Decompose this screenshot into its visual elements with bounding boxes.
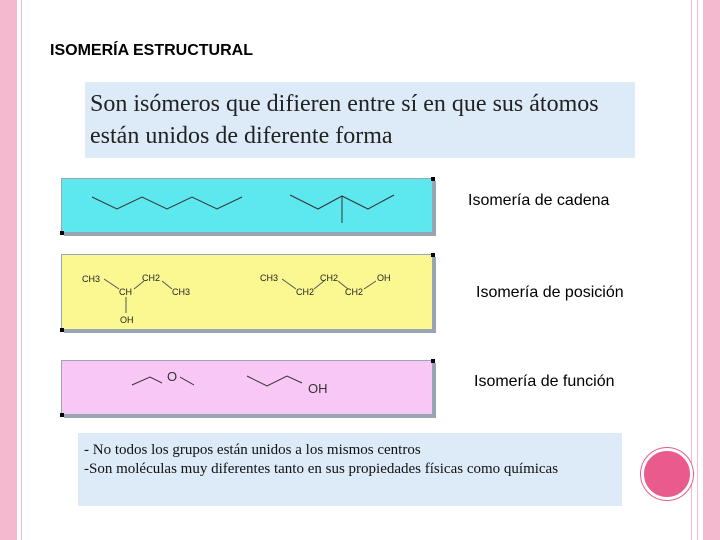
- definition-text: Son isómeros que difieren entre sí en que sus átomos están unidos de diferente forma: [90, 91, 599, 149]
- note-line: -Son moléculas muy diferentes tanto en sus propiedades físicas como químicas: [84, 461, 559, 477]
- right-border-line-outer: [691, 0, 692, 540]
- ether-skeleton-right: [180, 377, 194, 385]
- right-border-line-inner: [697, 0, 698, 540]
- right-ch2-group-a: CH2: [296, 287, 315, 297]
- function-isomerism-panel: [61, 360, 433, 415]
- left-oh-group: OH: [120, 315, 134, 325]
- right-ch2-group-b: CH2: [320, 273, 339, 283]
- right-ch2-group-c: CH2: [345, 287, 364, 297]
- panel-corner-mark: [60, 231, 64, 235]
- ether-skeleton-left: [132, 377, 162, 385]
- left-ch-group: CH: [119, 287, 132, 297]
- position-isomerism-panel: [61, 254, 433, 330]
- chain-isomerism-label: Isomería de cadena: [468, 192, 610, 209]
- left-decorative-border: [0, 0, 17, 540]
- slide-title: ISOMERÍA ESTRUCTURAL: [50, 42, 253, 59]
- chain-isomerism-panel: [61, 178, 433, 233]
- alcohol-hydroxyl: OH: [308, 381, 328, 396]
- position-isomerism-label: Isomería de posición: [476, 284, 624, 301]
- chain-isomers-diagram: [62, 179, 432, 232]
- left-border-line: [21, 0, 22, 540]
- panel-corner-mark: [431, 359, 435, 363]
- alcohol-skeleton: [247, 376, 302, 386]
- linear-chain-skeleton: [92, 197, 242, 209]
- right-decorative-border: [703, 0, 720, 540]
- function-isomers-diagram: [62, 361, 432, 414]
- panel-corner-mark: [431, 177, 435, 181]
- position-isomers-diagram: [62, 255, 432, 329]
- notes-box: [78, 433, 622, 506]
- note-line: - No todos los grupos están unidos a los mismos centros: [84, 442, 421, 458]
- right-ch3-group: CH3: [260, 273, 279, 283]
- definition-box: [85, 82, 635, 158]
- left-ch3-group: CH3: [82, 274, 101, 284]
- function-isomerism-label: Isomería de función: [474, 373, 615, 390]
- decorative-circle: [641, 448, 693, 500]
- panel-corner-mark: [60, 328, 64, 332]
- left-ch2-group: CH2: [142, 273, 161, 283]
- left-ch3b-group: CH3: [172, 287, 191, 297]
- panel-corner-mark: [60, 413, 64, 417]
- panel-corner-mark: [431, 253, 435, 257]
- right-oh-group: OH: [377, 273, 391, 283]
- notes-text: [84, 441, 614, 479]
- ether-oxygen: O: [167, 369, 178, 384]
